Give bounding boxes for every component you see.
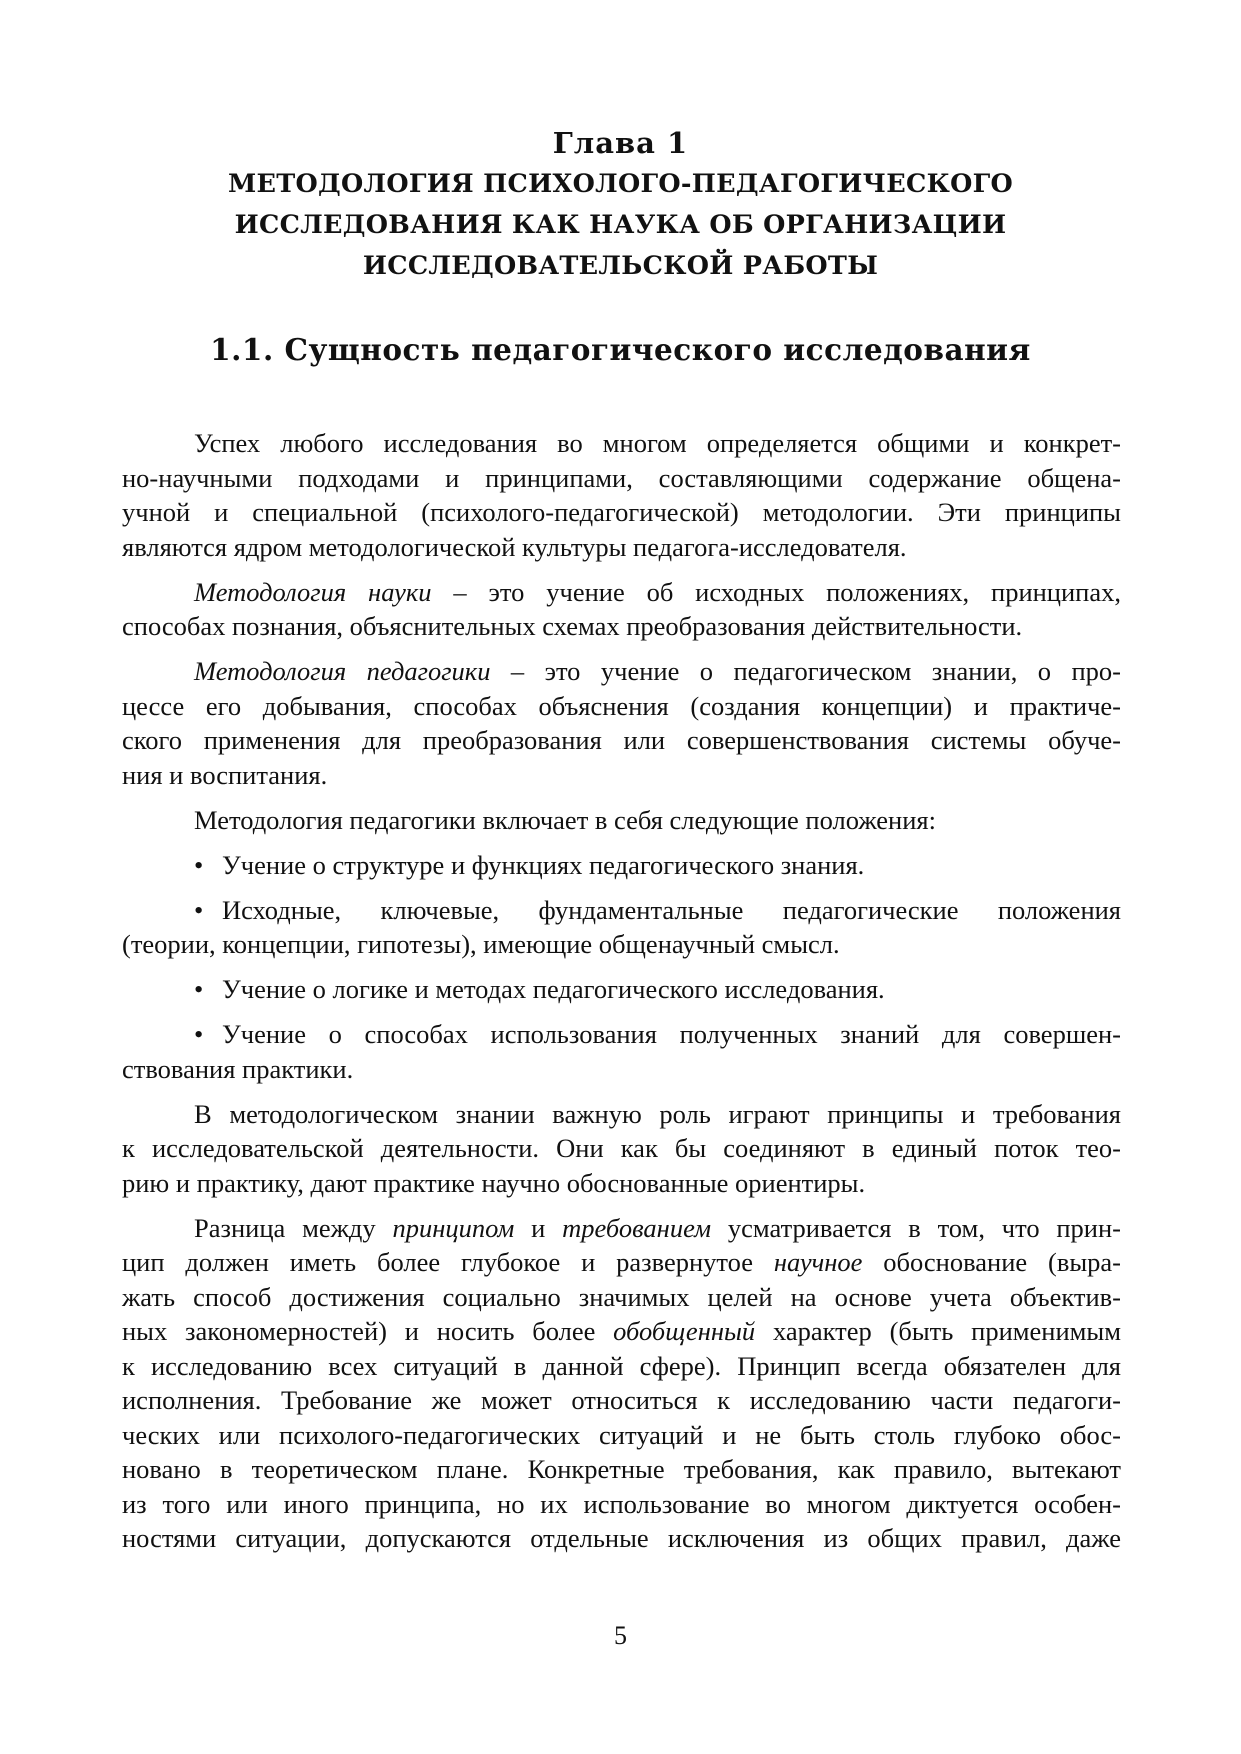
text-line — [122, 1017, 1121, 1052]
text-line: к исследованию всех ситуаций в данной сфере). Принцип всегда обязателен для — [122, 1350, 1121, 1381]
text-line: ния и воспитания. — [122, 759, 328, 790]
section-title: 1.1. Сущность педагогического исследования — [210, 332, 1031, 367]
text-line: жать способ достижения социально значимых целей на основе учета объектив- — [122, 1281, 1121, 1312]
text-line: Успех любого исследования во многом определяется общими и конкрет- — [194, 428, 1121, 458]
paragraph — [122, 654, 1121, 792]
text-line: к исследовательской деятельности. Они как бы соединяют в единый поток тео- — [122, 1133, 1121, 1163]
text-line — [122, 654, 1121, 689]
text-line — [122, 893, 1121, 928]
text-line — [122, 848, 1121, 883]
chapter-title-line: МЕТОДОЛОГИЯ ПСИХОЛОГО-ПЕДАГОГИЧЕСКОГО — [227, 169, 1013, 199]
page-number: 5 — [614, 1621, 627, 1650]
bullet-icon: • — [194, 974, 204, 1004]
bullet-icon: • — [194, 1019, 204, 1049]
text-fragment: усматривается в том, что прин- — [711, 1212, 1121, 1243]
text-fragment: и — [514, 1212, 563, 1243]
chapter-heading — [120, 122, 1121, 287]
text-fragment: Учение о логике и методах педагогического исследования. — [222, 974, 885, 1004]
term: принципом — [392, 1212, 515, 1243]
bullet-icon: • — [194, 849, 204, 880]
body-text — [122, 426, 1121, 1566]
text-line — [122, 1245, 1121, 1280]
chapter-title-line: ИССЛЕДОВАТЕЛЬСКОЙ РАБОТЫ — [362, 251, 879, 281]
text-line: из того или иного принципа, но их использование во многом диктуется особен- — [122, 1488, 1121, 1519]
text-line: Методология педагогики включает в себя следующие положения: — [194, 804, 936, 835]
text-line: являются ядром методологической культуры педагога-исследователя. — [122, 531, 907, 562]
term: научное — [773, 1247, 863, 1277]
text-line: В методологическом знании важную роль играют принципы и требования — [194, 1098, 1121, 1129]
chapter-title-line: ИССЛЕДОВАНИЯ КАК НАУКА ОБ ОРГАНИЗАЦИИ — [234, 210, 1007, 240]
text-fragment: – это учение об исходных положениях, принципах, — [431, 576, 1121, 607]
list-item — [122, 893, 1121, 962]
bullet-icon: • — [194, 894, 204, 925]
text-line: (теории, концепции, гипотезы), имеющие общенаучный смысл. — [122, 929, 840, 959]
text-line — [122, 1211, 1121, 1246]
text-line: рию и практику, дают практике научно обоснованные ориентиры. — [122, 1167, 866, 1198]
paragraph — [122, 426, 1121, 564]
term: требованием — [562, 1212, 712, 1243]
text-line: исполнения. Требование же может относиться к исследованию части педагоги- — [122, 1385, 1121, 1415]
text-line: способах познания, объяснительных схемах преобразования действительности. — [122, 611, 1023, 641]
text-line — [122, 972, 1121, 1007]
list-item — [122, 848, 1121, 883]
text-line: ностями ситуации, допускаются отдельные исключения из общих правил, даже — [122, 1523, 1121, 1553]
text-fragment: характер (быть применимым — [755, 1316, 1121, 1346]
list-item — [122, 1017, 1121, 1086]
text-fragment: ных закономерностей) и носить более — [122, 1316, 614, 1346]
text-line — [122, 575, 1121, 610]
text-line: ческих или психолого-педагогических ситуаций и не быть столь глубоко обос- — [122, 1419, 1121, 1450]
term: обобщенный — [613, 1316, 756, 1346]
text-fragment: Учение о структуре и функциях педагогического знания. — [222, 849, 865, 880]
list-item — [122, 972, 1121, 1007]
text-fragment: – это учение о педагогическом знании, о про- — [490, 656, 1122, 686]
text-fragment: Учение о способах использования полученных знаний для совершен- — [222, 1019, 1121, 1049]
paragraph — [122, 803, 1121, 838]
paragraph — [122, 1097, 1121, 1201]
term: Методология науки — [194, 576, 432, 607]
text-line: ского применения для преобразования или совершенствования системы обуче- — [122, 725, 1121, 755]
text-line: новано в теоретическом плане. Конкретные требования, как правило, вытекают — [122, 1454, 1121, 1484]
text-fragment: цип должен иметь более глубокое и развернутое — [122, 1247, 774, 1277]
paragraph — [122, 575, 1121, 644]
paragraph — [122, 1211, 1121, 1556]
text-line: учной и специальной (психолого-педагогической) методологии. Эти принципы — [122, 497, 1121, 527]
text-line: но-научными подходами и принципами, составляющими содержание общена- — [122, 462, 1121, 493]
text-fragment: обоснование (выра- — [862, 1247, 1121, 1277]
term: Методология педагогики — [194, 656, 491, 686]
text-fragment: Разница между — [194, 1212, 393, 1243]
chapter-number: Глава 1 — [552, 126, 689, 160]
text-line: ствования практики. — [122, 1053, 354, 1084]
text-fragment: Исходные, ключевые, фундаментальные педагогические положения — [222, 894, 1121, 925]
text-line: цессе его добывания, способах объяснения (создания концепции) и практиче- — [122, 690, 1121, 721]
text-line — [122, 1314, 1121, 1349]
